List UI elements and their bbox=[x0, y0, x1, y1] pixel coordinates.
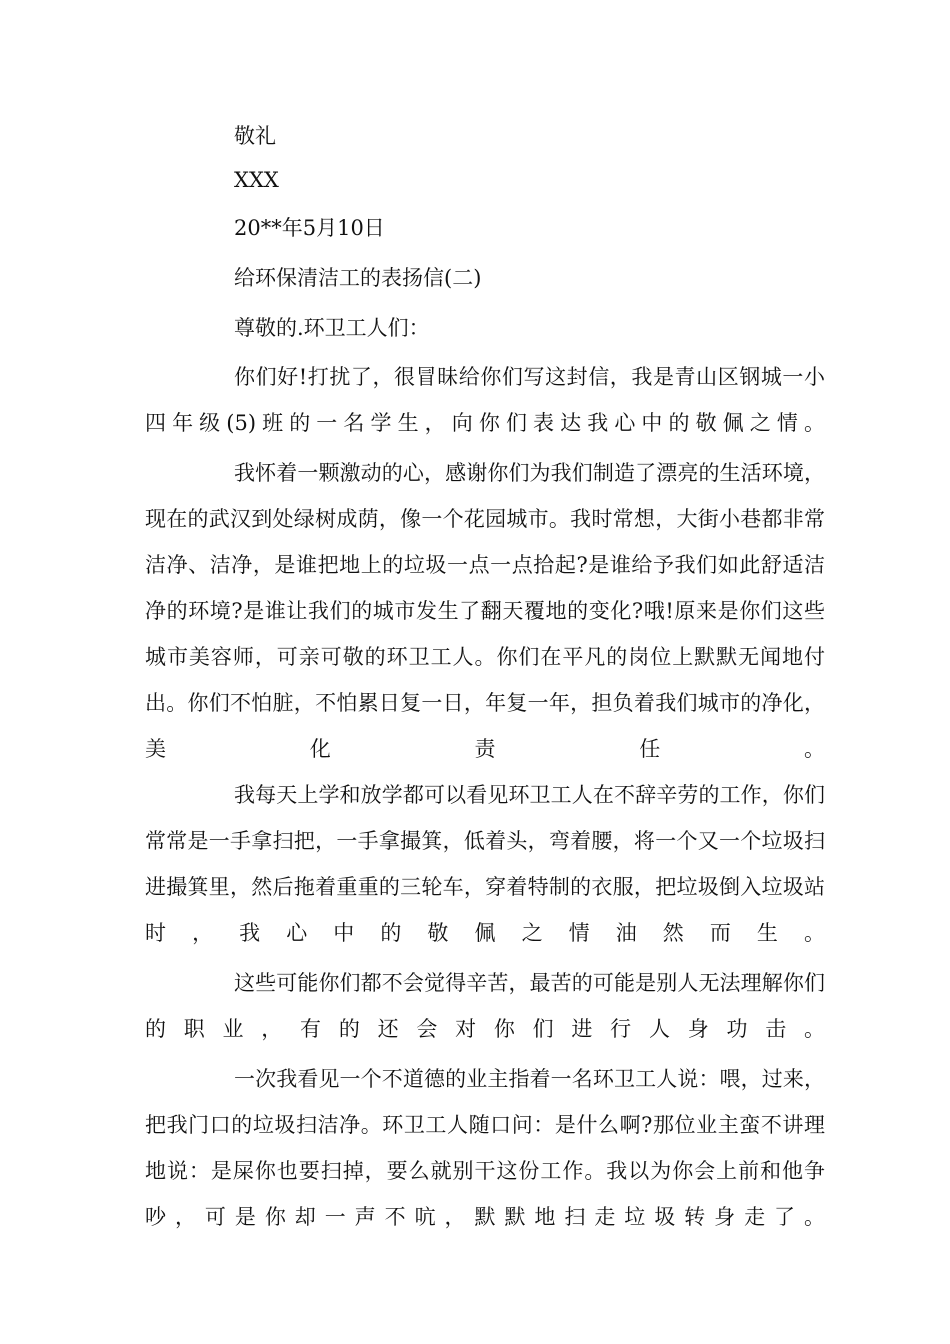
paragraph-5: 一次我看见一个不道德的业主指着一名环卫工人说：喂，过来，把我门口的垃圾扫洁净。环卫工人随口问：是什么啊?那位业主蛮不讲理地说：是屎你也要扫掉，要么就别干这份工作。我以为你会上前和他争吵，可是你却一声不吭，默默地扫走垃圾转身走了。 bbox=[145, 1067, 825, 1229]
letter-signature: XXX bbox=[234, 168, 279, 192]
paragraph-2: 我怀着一颗激动的心，感谢你们为我们制造了漂亮的生活环境，现在的武汉到处绿树成荫，像一个花园城市。我时常想，大街小巷都非常洁净、洁净，是谁把地上的垃圾一点一点拾起?是谁给予我们如此舒适洁净的环境?是谁让我们的城市发生了翻天覆地的变化?哦!原来是你们这些城市美容师，可亲可敬的环卫工人。你们在平凡的岗位上默默无闻地付出。你们不怕脏，不怕累日复一日，年复一年，担负着我们城市的净化，美化责任。 bbox=[145, 461, 825, 761]
paragraph-3: 我每天上学和放学都可以看见环卫工人在不辞辛劳的工作，你们常常是一手拿扫把，一手拿撮箕，低着头，弯着腰，将一个又一个垃圾扫进撮箕里，然后拖着重重的三轮车，穿着特制的衣服，把垃圾倒入垃圾站时，我心中的敬佩之情油然而生。 bbox=[145, 783, 825, 945]
letter-title: 给环保清洁工的表扬信(二) bbox=[234, 266, 482, 290]
letter-salutation: 尊敬的.环卫工人们： bbox=[234, 316, 430, 340]
paragraph-4: 这些可能你们都不会觉得辛苦，最苦的可能是别人无法理解你们的职业，有的还会对你们进行人身功击。 bbox=[145, 971, 825, 1041]
letter-closing: 敬礼 bbox=[234, 124, 276, 148]
paragraph-1: 你们好!打扰了，很冒昧给你们写这封信，我是青山区钢城一小四年级(5)班的一名学生，向你们表达我心中的敬佩之情。 bbox=[145, 365, 825, 435]
letter-date: 20**年5月10日 bbox=[234, 216, 385, 240]
